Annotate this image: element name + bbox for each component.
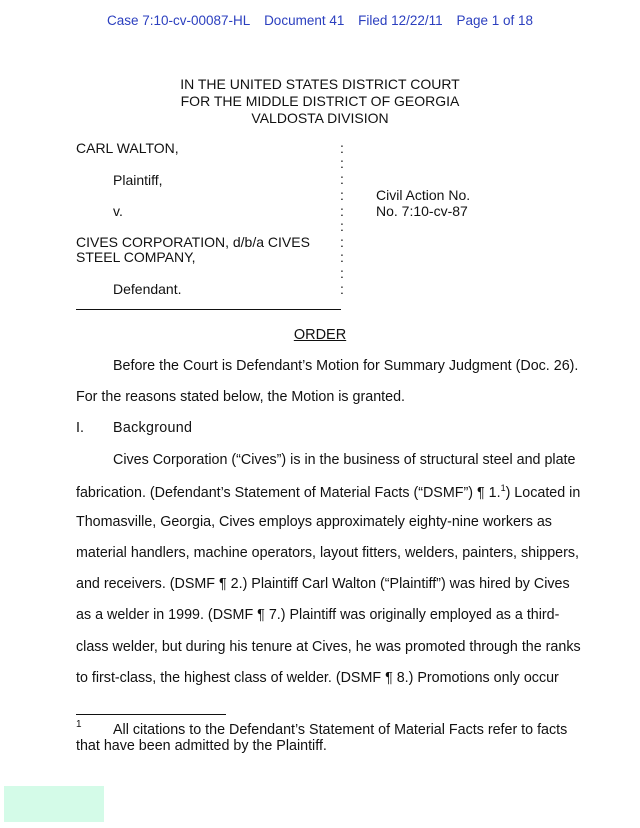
document-number: Document 41 (264, 13, 345, 28)
versus: v. (113, 203, 123, 219)
paragraph-1-line-1: Before the Court is Defendant’s Motion for Summary Judgment (Doc. 26). (113, 358, 579, 374)
caption-colon: : (340, 203, 344, 219)
paragraph-2-line-4: material handlers, machine operators, layout fitters, welders, painters, shippers, (76, 545, 580, 561)
caption-colon: : (340, 281, 344, 297)
section-number: I. (76, 420, 84, 436)
caption-colon: : (340, 234, 344, 250)
paragraph-2-line-6: as a welder in 1999. (DSMF ¶ 7.) Plaintiff was originally employed as a third- (76, 607, 560, 623)
caption-rule (76, 309, 341, 310)
footnote-rule (76, 714, 226, 715)
paragraph-2-line-7: class welder, but during his tenure at Cives, he was promoted through the ranks (76, 639, 581, 655)
court-line-1: IN THE UNITED STATES DISTRICT COURT (180, 76, 460, 92)
caption-colon: : (340, 218, 344, 234)
defendant-role: Defendant. (113, 281, 182, 297)
case-number: Case 7:10-cv-00087-HL (106, 13, 251, 28)
page-indicator: Page 1 of 18 (456, 13, 534, 28)
caption-colon: : (340, 140, 344, 156)
paragraph-2-line-2b: ) Located in (505, 484, 581, 501)
footnote-mark: 1 (76, 719, 82, 730)
highlight-patch (4, 786, 104, 822)
section-title: Background (113, 420, 193, 436)
order-title (0, 327, 640, 343)
paragraph-2-line-2a: fabrication. (Defendant’s Statement of Material Facts (“DSMF”) ¶ 1. (76, 484, 501, 501)
filed-date: Filed 12/22/11 (358, 13, 443, 28)
footnote-line-1: All citations to the Defendant’s Statement of Material Facts refer to facts (113, 722, 568, 738)
paragraph-1-line-2: For the reasons stated below, the Motion is granted. (76, 389, 406, 405)
paragraph-2-line-5: and receivers. (DSMF ¶ 2.) Plaintiff Carl Walton (“Plaintiff”) was hired by Cives (76, 576, 570, 592)
paragraph-2-line-8: to first-class, the highest class of welder. (DSMF ¶ 8.) Promotions only occur (76, 670, 559, 686)
paragraph-2-line-3: Thomasville, Georgia, Cives employs approximately eighty-nine workers as (76, 514, 552, 530)
plaintiff-role: Plaintiff, (113, 172, 163, 188)
plaintiff-name: CARL WALTON, (76, 140, 179, 156)
civil-action-number: No. 7:10-cv-87 (376, 203, 468, 219)
court-line-2: FOR THE MIDDLE DISTRICT OF GEORGIA (180, 93, 460, 109)
order-title-text: ORDER (293, 327, 347, 343)
paragraph-2-line-1: Cives Corporation (“Cives”) is in the business of structural steel and plate (113, 452, 576, 468)
defendant-name-1: CIVES CORPORATION, d/b/a CIVES (76, 234, 310, 250)
caption-colon: : (340, 171, 344, 187)
caption-colon: : (340, 187, 344, 203)
defendant-name-2: STEEL COMPANY, (76, 249, 196, 265)
caption-colon: : (340, 265, 344, 281)
footnote-line-2: that have been admitted by the Plaintiff. (76, 738, 327, 754)
civil-action-label: Civil Action No. (376, 187, 471, 203)
caption-colon: : (340, 249, 344, 265)
ecf-header (0, 13, 640, 28)
footnote-reference: 1 (500, 483, 506, 493)
paragraph-2-line-2 (76, 483, 580, 501)
court-line-3: VALDOSTA DIVISION (251, 110, 389, 126)
caption-colon: : (340, 155, 344, 171)
